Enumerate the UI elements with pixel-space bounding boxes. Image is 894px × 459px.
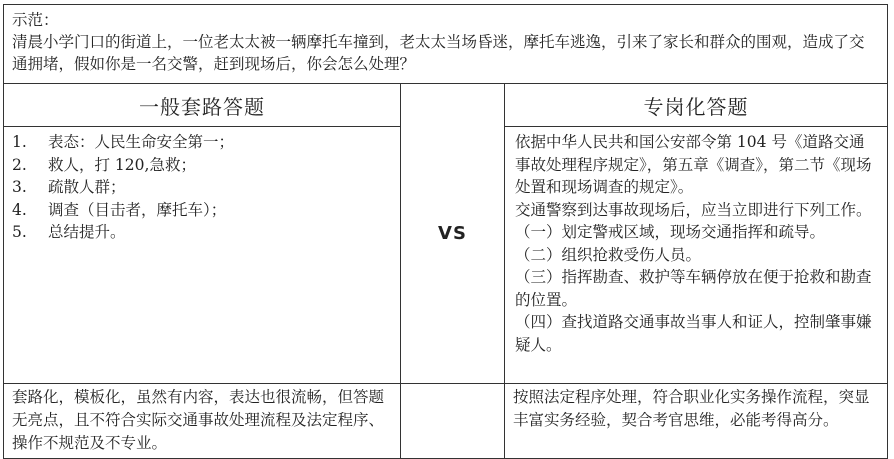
professional-paragraph: （四）查找道路交通事故当事人和证人，控制肇事嫌疑人。	[515, 313, 872, 354]
professional-paragraph: （二）组织抢救受伤人员。	[515, 245, 702, 264]
list-item: 5. 总结提升。	[12, 223, 126, 241]
intro-scenario: 清晨小学门口的街道上，一位老太太被一辆摩托车撞到，老太太当场昏迷，摩托车逃逸，引来了家长和群众的围观，造成了交通拥堵，假如你是一名交警，赶到现场后，你会怎么处理？	[12, 33, 865, 73]
list-item: 4. 调查（目击者，摩托车）；	[12, 200, 227, 219]
professional-paragraph: 依据中华人民共和国公安部令第 104 号《道路交通事故处理程序规定》，第五章《调查》，第二节《现场处置和现场调查的规定》。	[515, 133, 872, 196]
professional-answer-cell	[505, 127, 888, 384]
comparison-table	[3, 4, 888, 459]
professional-paragraph: （三）指挥勘查、救护等车辆停放在便于抢救和勘查的位置。	[515, 268, 872, 309]
vs-label: VS	[401, 84, 505, 384]
intro-cell	[4, 5, 888, 84]
heading-professional: 专岗化答题	[505, 84, 888, 127]
professional-evaluation: 按照法定程序处理，符合职业化实务操作流程，突显丰富实务经验，契合考官思维，必能考得高分。	[505, 384, 888, 459]
list-item: 1. 表态：人民生命安全第一；	[12, 133, 235, 151]
general-answer-list	[12, 131, 392, 244]
intro-label: 示范：	[12, 11, 59, 29]
professional-paragraph: 交通警察到达事故现场后，应当立即进行下列工作。	[515, 200, 872, 219]
list-item: 3. 疏散人群；	[12, 178, 126, 196]
empty-cell	[401, 384, 505, 459]
professional-paragraph: （一）划定警戒区域，现场交通指挥和疏导。	[515, 223, 826, 241]
general-answer-cell	[4, 127, 401, 384]
heading-general: 一般套路答题	[4, 84, 401, 127]
list-item: 2. 救人，打 120,急救；	[12, 155, 196, 174]
general-evaluation: 套路化，模板化，虽然有内容，表达也很流畅，但答题无亮点，且不符合实际交通事故处理流程及法定程序、操作不规范及不专业。	[4, 384, 401, 459]
